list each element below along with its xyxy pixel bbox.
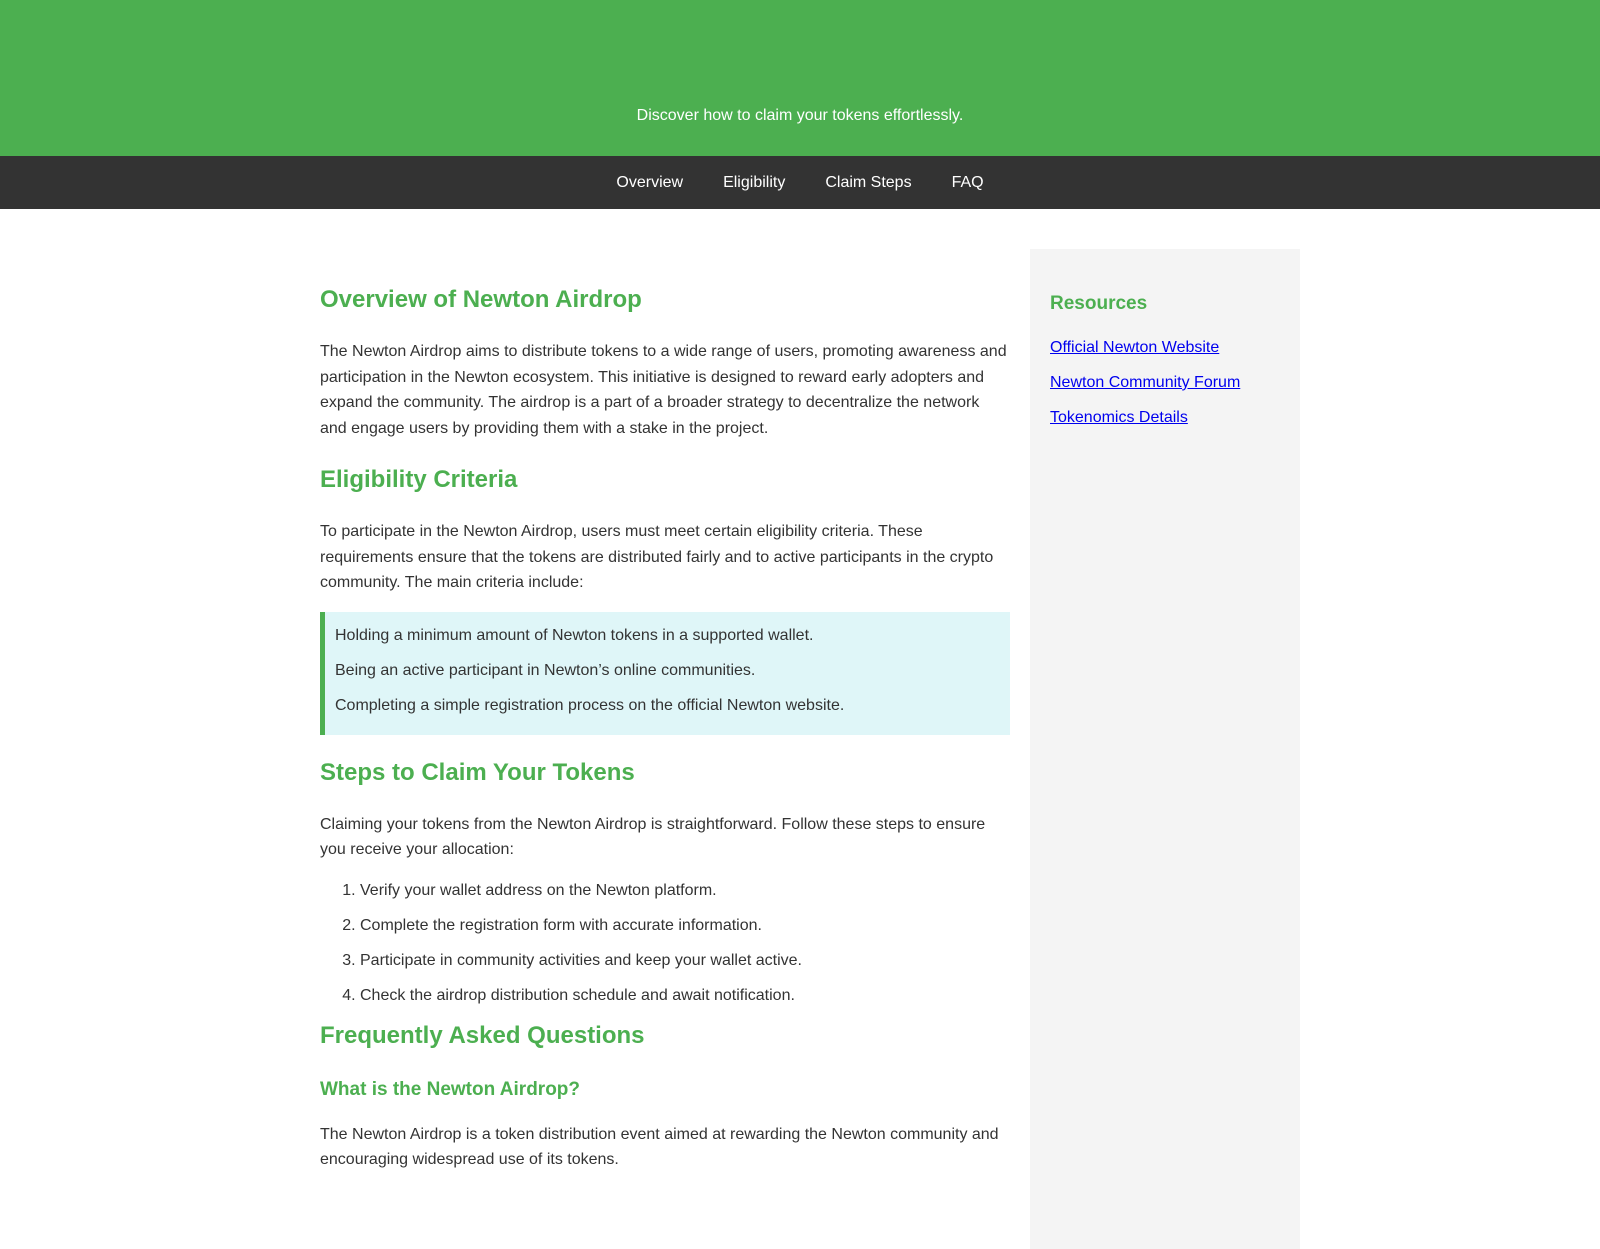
faq-heading: Frequently Asked Questions — [320, 1021, 645, 1049]
step-item: 3. Participate in community activities and keep your wallet active. — [360, 948, 1010, 973]
main-content — [320, 249, 1010, 1173]
overview-heading: Overview of Newton Airdrop — [320, 286, 642, 313]
step-item: 2. Complete the registration form with accurate information. — [360, 913, 1010, 938]
criteria-item: Being an active participant in Newton’s online communities. — [335, 661, 756, 679]
eligibility-section — [320, 466, 1010, 735]
claim-steps-section — [320, 759, 1010, 1008]
criteria-item: Completing a simple registration process on the official Newton website. — [335, 696, 845, 714]
criteria-item: Holding a minimum amount of Newton tokens in a supported wallet. — [335, 626, 814, 644]
claim-steps-list — [320, 878, 1010, 1008]
faq-question: What is the Newton Airdrop? — [320, 1078, 581, 1100]
main-nav — [0, 156, 1600, 209]
faq-item — [320, 1078, 1010, 1173]
nav-link-claim-steps[interactable]: Claim Steps — [825, 173, 912, 191]
overview-section — [320, 249, 1010, 441]
resources-sidebar — [1030, 249, 1300, 1249]
sidebar-heading: Resources — [1050, 293, 1148, 314]
overview-body: The Newton Airdrop aims to distribute tokens to a wide range of users, promoting awareness and participation in the Newton ecosystem. This initiative is designed to reward early adopters and expand the community. The airdrop is a part of a broader strategy to decentralize the network and engage users by providing them with a stake in the project. — [320, 343, 1007, 437]
header-subtitle: Discover how to claim your tokens effortlessly. — [636, 107, 964, 124]
eligibility-heading: Eligibility Criteria — [320, 466, 518, 493]
nav-link-eligibility[interactable]: Eligibility — [723, 173, 786, 191]
step-item: 1. Verify your wallet address on the Newton platform. — [360, 878, 1010, 903]
eligibility-body: To participate in the Newton Airdrop, users must meet certain eligibility criteria. These requirements ensure that the tokens are distributed fairly and to active participants in the crypto community. The main criteria include: — [320, 523, 994, 591]
faq-answer: The Newton Airdrop is a token distribution event aimed at rewarding the Newton community and encouraging widespread use of its tokens. — [320, 1125, 999, 1168]
step-item: 4. Check the airdrop distribution schedule and await notification. — [360, 983, 1010, 1008]
link-official-website[interactable]: Official Newton Website — [1050, 339, 1220, 356]
nav-link-faq[interactable]: FAQ — [951, 173, 984, 191]
faq-section — [320, 1022, 1010, 1173]
claim-steps-body: Claiming your tokens from the Newton Airdrop is straightforward. Follow these steps to ensure you receive your allocation: — [320, 815, 986, 858]
claim-steps-heading: Steps to Claim Your Tokens — [320, 758, 635, 786]
nav-link-overview[interactable]: Overview — [616, 173, 684, 191]
site-header — [0, 0, 1600, 156]
link-community-forum[interactable]: Newton Community Forum — [1050, 374, 1241, 391]
link-tokenomics-details[interactable]: Tokenomics Details — [1050, 409, 1188, 426]
eligibility-criteria-callout — [320, 612, 1010, 735]
